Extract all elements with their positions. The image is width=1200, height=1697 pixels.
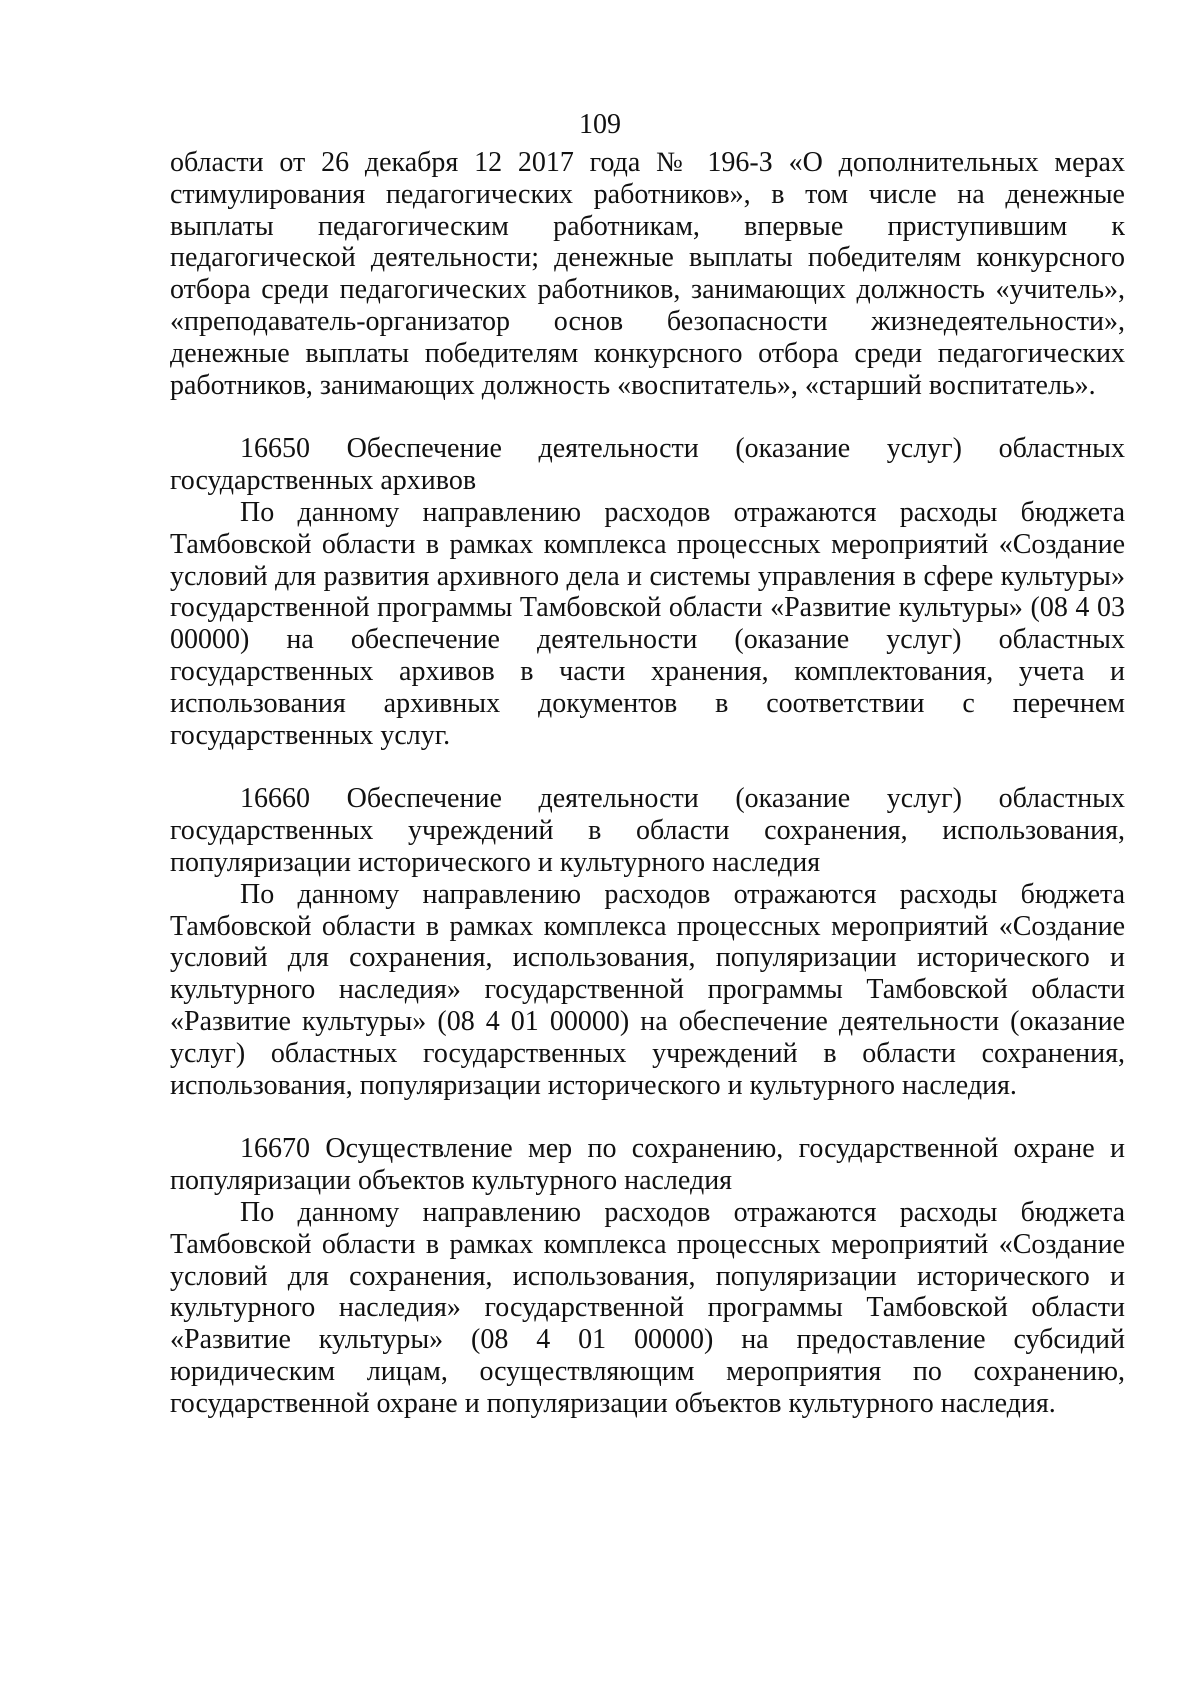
section-body-16670: По данному направлению расходов отражаются расходы бюджета Тамбовской области в рамках комплекса процессных мероприятий «Создание условий для сохранения, использования, популяризации исторического и культурного наследия» государственной программы Тамбовской области «Развитие культуры» (08 4 01 00000) на предоставление субсидий юридическим лицам, осуществляющим мероприятия по сохранению, государственной охране и популяризации объектов культурного наследия. [170, 1196, 1125, 1419]
section-heading-16660: 16660 Обеспечение деятельности (оказание услуг) областных государственных учреждений в области сохранения, использования, популяризации исторического и культурного наследия [170, 783, 1125, 878]
section-heading-16650: 16650 Обеспечение деятельности (оказание услуг) областных государственных архивов [170, 433, 1125, 497]
document-content [170, 147, 1125, 1419]
section-heading-16670: 16670 Осуществление мер по сохранению, государственной охране и популяризации объектов культурного наследия [170, 1133, 1125, 1197]
section-body-16650: По данному направлению расходов отражаются расходы бюджета Тамбовской области в рамках комплекса процессных мероприятий «Создание условий для развития архивного дела и системы управления в сфере культуры» государственной программы Тамбовской области «Развитие культуры» (08 4 03 00000) на обеспечение деятельности (оказание услуг) областных государственных архивов в части хранения, комплектования, учета и использования архивных документов в соответствии с перечнем государственных услуг. [170, 496, 1125, 751]
continuation-paragraph: области от 26 декабря 12 2017 года № 196-З «О дополнительных мерах стимулирования педагогических работников», в том числе на денежные выплаты педагогическим работникам, впервые приступившим к педагогической деятельности; денежные выплаты победителям конкурсного отбора среди педагогических работников, занимающих должность «учитель», «преподаватель-организатор основ безопасности жизнедеятельности», денежные выплаты победителям конкурсного отбора среди педагогических работников, занимающих должность «воспитатель», «старший воспитатель». [170, 147, 1125, 401]
section-body-16660: По данному направлению расходов отражаются расходы бюджета Тамбовской области в рамках комплекса процессных мероприятий «Создание условий для сохранения, использования, популяризации исторического и культурного наследия» государственной программы Тамбовской области «Развитие культуры» (08 4 01 00000) на обеспечение деятельности (оказание услуг) областных государственных учреждений в области сохранения, использования, популяризации исторического и культурного наследия. [170, 878, 1125, 1101]
page-number: 109 [579, 109, 621, 140]
